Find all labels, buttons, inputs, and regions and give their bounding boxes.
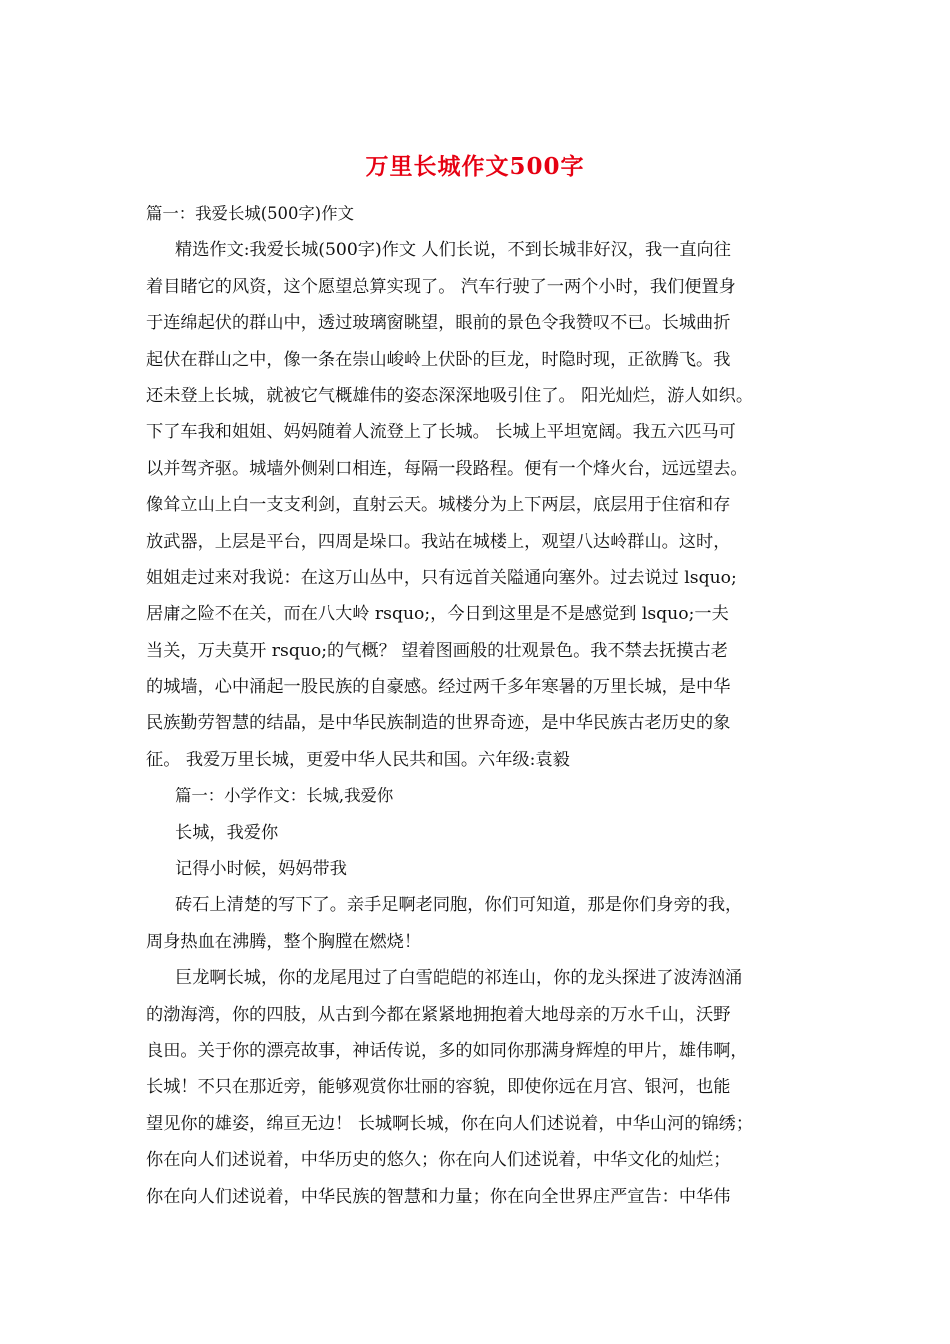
text-line: 良田。关于你的漂亮故事，神话传说，多的如同你那满身辉煌的甲片，雄伟啊，: [146, 1040, 748, 1061]
text-line: 还未登上长城，就被它气概雄伟的姿态深深地吸引住了。 阳光灿烂，游人如织。: [146, 385, 754, 406]
text-line: 的城墙，心中涌起一股民族的自豪感。经过两千多年寒暑的万里长城，是中华: [146, 677, 731, 698]
text-line: 长城！不只在那近旁，能够观赏你壮丽的容貌，即使你远在月宫、银河，也能: [146, 1077, 731, 1098]
text-line: 民族勤劳智慧的结晶，是中华民族制造的世界奇迹，是中华民族古老历史的象: [146, 713, 731, 734]
text-line: 周身热血在沸腾，整个胸膛在燃烧！: [146, 931, 422, 952]
text-line: 当关，万夫莫开 rsquo;的气概？ 望着图画般的壮观景色。我不禁去抚摸古老: [146, 640, 728, 661]
text-line: 望见你的雄姿，绵亘无边！ 长城啊长城，你在向人们述说着，中华山河的锦绣；: [146, 1113, 754, 1134]
document-title: 万里长城作文500字: [365, 153, 585, 180]
text-line: 居庸之险不在关，而在八大岭 rsquo;，今日到这里是不是感觉到 lsquo;一夫: [146, 604, 729, 625]
text-line: 征。 我爱万里长城，更爱中华人民共和国。六年级:袁毅: [146, 749, 570, 770]
section-heading: 篇一：小学作文：长城,我爱你: [175, 786, 394, 806]
text-line: 精选作文:我爱长城(500字)作文 人们长说，不到长城非好汉，我一直向往: [175, 240, 731, 261]
text-line: 放武器，上层是平台，四周是垛口。我站在城楼上，观望八达岭群山。这时，: [146, 531, 731, 552]
text-line: 姐姐走过来对我说：在这万山丛中，只有远首关隘通向塞外。过去说过 lsquo;: [146, 567, 737, 588]
text-line: 记得小时候，妈妈带我: [175, 859, 347, 880]
text-line: 长城，我爱你: [175, 822, 279, 843]
text-line: 着目睹它的风资，这个愿望总算实现了。 汽车行驶了一两个小时，我们便置身: [146, 276, 736, 297]
text-line: 砖石上清楚的写下了。亲手足啊老同胞，你们可知道，那是你们身旁的我，: [175, 895, 743, 916]
section-heading: 篇一：我爱长城(500字)作文: [146, 204, 354, 223]
text-line: 巨龙啊长城，你的龙尾甩过了白雪皑皑的祁连山，你的龙头探进了波涛汹涌: [175, 968, 743, 989]
text-line: 以并驾齐驱。城墙外侧剁口相连，每隔一段路程。便有一个烽火台，远远望去。: [146, 458, 748, 479]
document-body: [146, 196, 818, 1215]
text-line: 的渤海湾，你的四肢，从古到今都在紧紧地拥抱着大地母亲的万水千山，沃野: [146, 1004, 731, 1025]
text-line: 像耸立山上白一支支利剑，直射云天。城楼分为上下两层，底层用于住宿和存: [146, 495, 731, 516]
text-line: 下了车我和姐姐、妈妈随着人流登上了长城。 长城上平坦宽阔。我五六匹马可: [146, 422, 736, 443]
text-line: 起伏在群山之中，像一条在崇山峻岭上伏卧的巨龙，时隐时现，正欲腾飞。我: [146, 349, 731, 370]
text-line: 于连绵起伏的群山中，透过玻璃窗眺望，眼前的景色令我赞叹不已。长城曲折: [146, 313, 731, 334]
text-line: 你在向人们述说着，中华民族的智慧和力量；你在向全世界庄严宣告：中华伟: [146, 1186, 731, 1207]
text-line: 你在向人们述说着，中华历史的悠久；你在向人们述说着，中华文化的灿烂；: [146, 1150, 731, 1171]
